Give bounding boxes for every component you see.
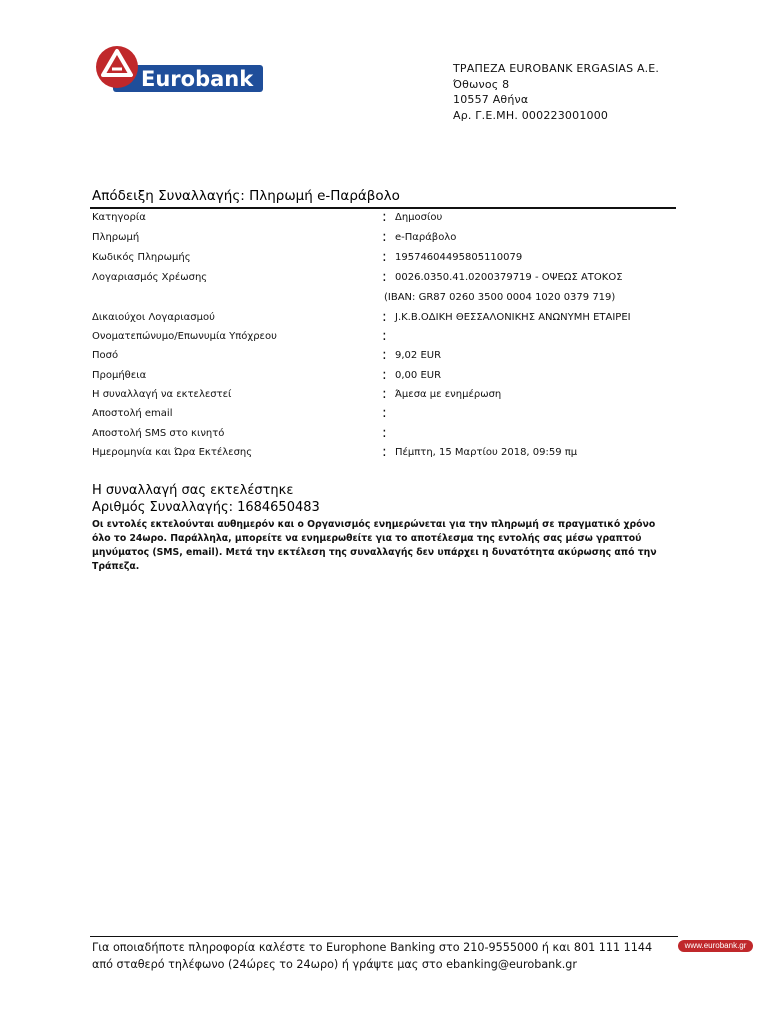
- row-value: Πέμπτη, 15 Μαρτίου 2018, 09:59 πμ: [395, 447, 578, 458]
- row-separator: :: [382, 386, 387, 402]
- row-separator: :: [382, 405, 387, 421]
- transaction-status: Η συναλλαγή σας εκτελέστηκε: [92, 483, 294, 498]
- row-label: Λογαριασμός Χρέωσης: [92, 272, 208, 283]
- row-label: Κωδικός Πληρωμής: [92, 252, 191, 263]
- row-label: Προμήθεια: [92, 370, 147, 381]
- row-value: Δημοσίου: [395, 212, 443, 223]
- row-value: 0,00 EUR: [395, 370, 442, 381]
- footer-divider: [90, 936, 678, 937]
- row-label: Αποστολή SMS στο κινητό: [92, 428, 225, 439]
- footer-line-1: Για οποιαδήποτε πληροφορία καλέστε το Europhone Banking στο 210-9555000 ή και 801 111 1144: [92, 941, 653, 954]
- row-label: Η συναλλαγή να εκτελεστεί: [92, 389, 232, 400]
- row-value: e-Παράβολο: [395, 232, 457, 243]
- bank-registry: Αρ. Γ.Ε.ΜΗ. 000223001000: [453, 108, 609, 122]
- row-label: Ονοματεπώνυμο/Επωνυμία Υπόχρεου: [92, 331, 277, 342]
- receipt-title: Απόδειξη Συναλλαγής: Πληρωμή e-Παράβολο: [92, 188, 400, 204]
- bank-city: 10557 Αθήνα: [453, 93, 529, 106]
- row-label: Πληρωμή: [92, 232, 140, 243]
- bank-street: Όθωνος 8: [453, 77, 510, 91]
- eurobank-logo: [95, 45, 265, 97]
- transaction-notice: Οι εντολές εκτελούνται αυθημερόν και ο Οργανισμός ενημερώνεται για την πληρωμή σε πραγματικό χρόνο όλο το 24ωρο. Παράλληλα, μπορείτε να ενημερωθείτε για το αποτέλεσμα της εντολής σας μέσω γραπτού μηνύματος (SMS, email). Μετά την εκτέλεση της συναλλαγής δεν υπάρχει η δυνατότητα ακύρωσης από την Τράπεζα.: [92, 519, 657, 572]
- row-value: J.K.B.ΟΔΙΚΗ ΘΕΣΣΑΛΟΝΙΚΗΣ ΑΝΩΝΥΜΗ ΕΤΑΙΡΕΙ: [395, 312, 631, 323]
- bank-address-block: [453, 61, 659, 123]
- logo-text: Eurobank: [141, 67, 254, 91]
- row-value: (IBAN: GR87 0260 3500 0004 1020 0379 719): [384, 292, 616, 303]
- website-badge[interactable]: www.eurobank.gr: [678, 940, 753, 952]
- row-separator: :: [382, 347, 387, 363]
- row-label: Ποσό: [92, 350, 119, 361]
- footer-line-2: από σταθερό τηλέφωνο (24ώρες το 24ωρο) ή γράψτε μας στο ebanking@eurobank.gr: [92, 958, 578, 971]
- row-separator: :: [382, 209, 387, 225]
- row-separator: :: [382, 367, 387, 383]
- result-block: [92, 482, 320, 516]
- row-separator: :: [382, 425, 387, 441]
- transaction-number: Αριθμός Συναλλαγής: 1684650483: [92, 500, 320, 515]
- row-label: Αποστολή email: [92, 408, 173, 419]
- row-separator: :: [382, 309, 387, 325]
- bank-name: ΤΡΑΠΕΖΑ EUROBANK ERGASIAS A.E.: [453, 62, 660, 75]
- footer: [92, 939, 652, 973]
- row-label: Ημερομηνία και Ώρα Εκτέλεσης: [92, 447, 253, 458]
- row-separator: :: [382, 444, 387, 460]
- row-separator: :: [382, 249, 387, 265]
- row-separator: :: [382, 328, 387, 344]
- row-separator: :: [382, 269, 387, 285]
- row-value: 9,02 EUR: [395, 350, 442, 361]
- row-value: Άμεσα με ενημέρωση: [395, 389, 502, 400]
- row-value: 19574604495805110079: [395, 252, 523, 263]
- row-label: Κατηγορία: [92, 212, 146, 223]
- row-value: 0026.0350.41.0200379719 - ΟΨΕΩΣ ΑΤΟΚΟΣ: [395, 272, 623, 283]
- row-label: Δικαιούχοι Λογαριασμού: [92, 312, 215, 323]
- row-separator: :: [382, 229, 387, 245]
